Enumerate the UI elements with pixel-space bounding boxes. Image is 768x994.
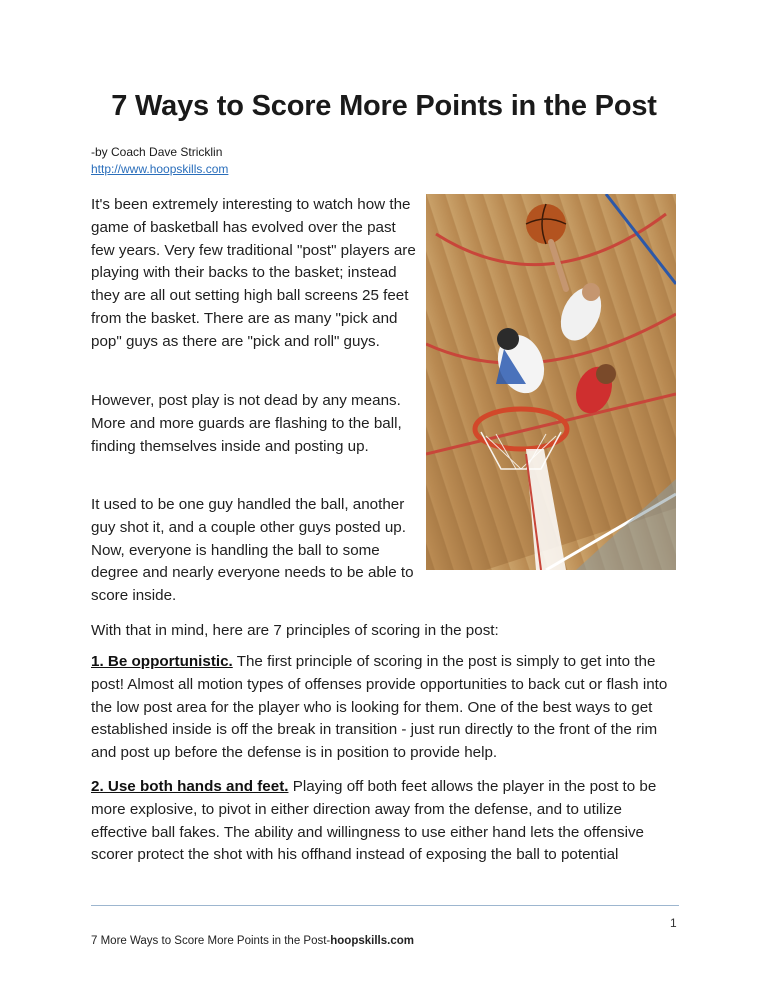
paragraph-history: It used to be one guy handled the ball, another guy shot it, and a couple other guys posted up. Now, everyone is handling the ball to some degree and nearly everyone needs to be able to score inside. (91, 496, 414, 605)
basketball-photo (426, 194, 676, 570)
principle-1-text: The first principle of scoring in the post is simply to get into the post! Almost all motion types of offenses provide opportunities to back cut or flash into the low post area for the player who is looking for them. One of the best ways to get established inside is off the break in transition - just run directly to the front of the rim and post up before the defense is in position to provide help. (91, 653, 668, 762)
footer (91, 935, 414, 947)
principle-1-heading: 1. Be opportunistic. (91, 653, 233, 670)
principle-2-heading: 2. Use both hands and feet. (91, 778, 289, 795)
principle-1 (91, 651, 681, 765)
page-number: 1 (670, 916, 677, 930)
byline: -by Coach Dave Stricklin (91, 145, 223, 159)
footer-brand: hoopskills.com (330, 935, 414, 947)
page-title: 7 Ways to Score More Points in the Post (111, 90, 657, 122)
paragraph-principles-intro: With that in mind, here are 7 principles of scoring in the post: (91, 622, 499, 639)
footer-divider (91, 905, 679, 906)
principle-2 (91, 776, 681, 867)
paragraph-intro: It's been extremely interesting to watch how the game of basketball has evolved over the past few years. Very few traditional "post" players are playing with their backs to the basket; instead they are all out setting high ball screens 25 feet from the basket. There are as many "pick and pop" guys as there are "pick and roll" guys. (91, 196, 416, 350)
footer-text: 7 More Ways to Score More Points in the Post- (91, 935, 331, 947)
principle-2-text: Playing off both feet allows the player in the post to be more explosive, to pivot in either direction away from the defense, and to utilize effective ball fakes. The ability and willingness to use either hand lets the offensive scorer protect the shot with his offhand instead of exposing the ball to potential (91, 778, 657, 864)
website-link[interactable]: http://www.hoopskills.com (91, 162, 229, 176)
paragraph-post-play: However, post play is not dead by any means. More and more guards are flashing to the ball, finding themselves inside and posting up. (91, 392, 402, 455)
